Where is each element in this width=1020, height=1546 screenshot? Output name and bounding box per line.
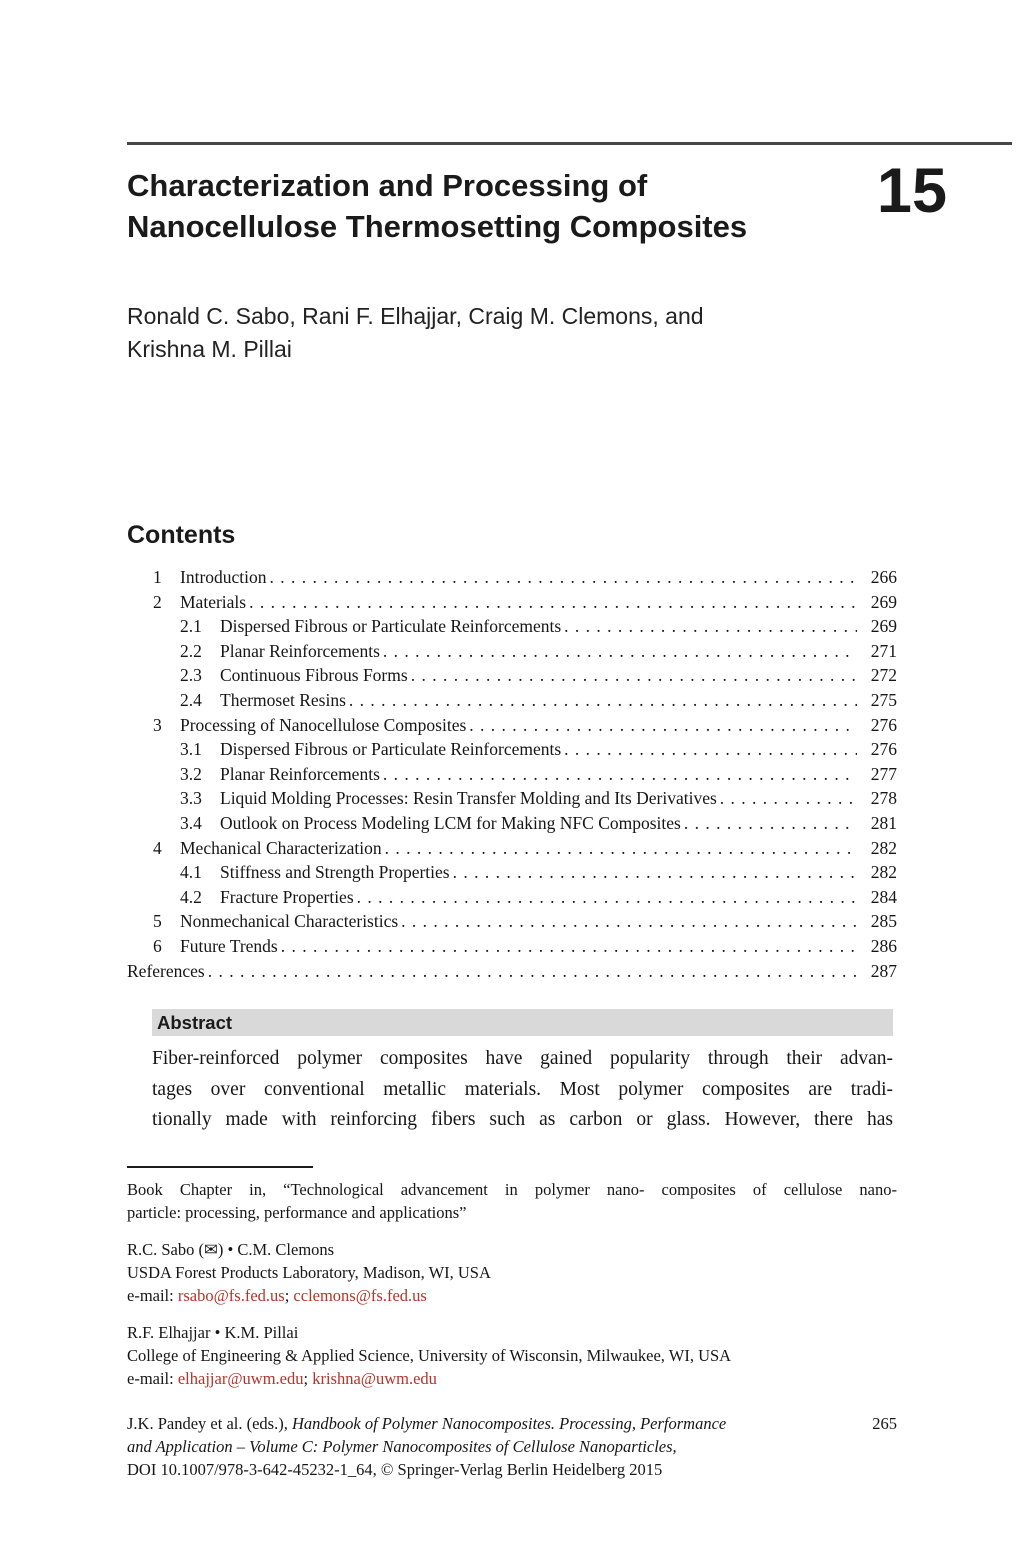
toc-entry-label: Dispersed Fibrous or Particulate Reinforcements [220,739,562,760]
toc-entry-page: 276 [870,714,897,735]
abstract-line: tages over conventional metallic materials. Most polymer composites are tradi- [152,1078,893,1100]
toc-entry-page: 281 [870,812,897,833]
toc-leader-dots [684,811,857,836]
toc-leader-dots [281,934,857,959]
footer-line-doi: DOI 10.1007/978-3-642-45232-1_64, © Springer-Verlag Berlin Heidelberg 2015 [127,1460,663,1479]
toc-entry [127,909,897,934]
toc-entry-label: Continuous Fibrous Forms [220,665,408,686]
abstract-label: Abstract [157,1011,233,1033]
authors-line-1: Ronald C. Sabo, Rani F. Elhajjar, Craig M. Clemons, and [127,303,704,329]
toc-entry-page: 282 [870,862,897,883]
toc-entry-number: 3.4 [180,812,202,833]
toc-entry-label: Dispersed Fibrous or Particulate Reinforcements [220,616,562,637]
toc-entry-label: Planar Reinforcements [220,640,380,661]
footnote-rule [127,1166,313,1168]
toc-entry-label: Materials [180,591,247,612]
abstract-section [152,1009,893,1136]
toc-entry-number: 1 [153,567,162,587]
toc-entry-label: Stiffness and Strength Properties [220,862,450,883]
toc-leader-dots [469,713,857,738]
toc-entry-page: 285 [870,911,897,932]
toc-leader-dots [357,885,857,910]
toc-leader-dots [349,688,857,713]
toc-leader-dots [411,663,857,688]
chapter-opener-rule [127,142,1012,145]
toc-entry-number: 2.3 [180,665,202,686]
toc-entry-label: Future Trends [180,935,278,956]
affiliation-org: College of Engineering & Applied Science, University of Wisconsin, Milwaukee, WI, USA [127,1346,732,1365]
toc-entry-number: 4.1 [180,862,202,883]
toc-entry-number: 2.4 [180,689,202,710]
toc-entry-number: 3 [153,714,162,735]
toc-entry [127,663,897,688]
toc-entry-number: 4 [153,837,162,858]
toc-entry-page: 275 [870,689,897,710]
affiliation-names: R.F. Elhajjar • K.M. Pillai [127,1323,299,1342]
authors-line-2: Krishna M. Pillai [127,336,292,362]
toc-entry-number: 2.1 [180,616,202,637]
toc-entry-page: 284 [870,886,897,907]
toc-entry [127,639,897,664]
toc-entry-label: Introduction [180,567,267,587]
toc-entry [127,713,897,738]
affiliation-org: USDA Forest Products Laboratory, Madison, WI, USA [127,1263,491,1282]
chapter-title-line-2: Nanocellulose Thermosetting Composites [127,209,748,244]
toc-entry [127,688,897,713]
envelope-icon: ✉ [204,1240,218,1259]
chapter-title-line-1: Characterization and Processing of [127,168,648,203]
abstract-heading [152,1009,893,1036]
toc-entry [127,590,897,615]
toc-entry-label: Planar Reinforcements [220,763,380,784]
affiliation-emails: e-mail: elhajjar@uwm.edu; krishna@uwm.edu [127,1369,437,1388]
email-label: e-mail: [127,1369,178,1388]
toc-entry-page: 271 [870,640,897,661]
toc-leader-dots [564,737,857,762]
toc-entry [127,836,897,861]
footer-line [127,1435,867,1458]
toc-entry-number: 5 [153,911,162,932]
email-link[interactable]: cclemons@fs.fed.us [293,1286,427,1305]
toc-entry-label: Thermoset Resins [220,689,346,710]
toc-entry-label: Outlook on Process Modeling LCM for Making NFC Composites [220,812,681,833]
toc-entry-label: Liquid Molding Processes: Resin Transfer Molding and Its Derivatives [220,788,717,809]
toc-leader-dots [720,786,857,811]
footer-citation [127,1412,897,1481]
toc-entry-number: 6 [153,935,162,956]
toc-entry [127,565,897,590]
toc-entry-page: 276 [870,739,897,760]
affiliation-block-2 [127,1321,897,1390]
affiliation-names: R.C. Sabo (✉) • C.M. Clemons [127,1240,335,1259]
toc-entry-number: 2.2 [180,640,202,661]
toc-entry-number: 4.2 [180,886,202,907]
abstract-line: Fiber-reinforced polymer composites have gained popularity through their advan- [152,1048,893,1069]
toc-entry-page: 277 [870,763,897,784]
toc-entry [127,934,897,959]
abstract-line: tionally made with reinforcing fibers such as carbon or glass. However, there has [152,1109,893,1130]
chapter-number: 15 [876,156,947,226]
toc-entry [127,885,897,910]
chapter-title [127,165,857,247]
toc-entry-page: 282 [870,837,897,858]
toc-leader-dots [249,590,857,615]
toc-entry-label: Mechanical Characterization [180,837,382,858]
toc-entry-page: 287 [870,960,897,981]
book-title: Handbook of Polymer Nanocomposites. Processing, Performance [291,1414,727,1433]
email-link[interactable]: krishna@uwm.edu [312,1369,437,1388]
toc-leader-dots [564,614,857,639]
toc-entry [127,762,897,787]
chapter-footnote [127,1178,897,1224]
toc-entry-label: Fracture Properties [220,886,354,907]
footnote-line: particle: processing, performance and applications” [127,1203,467,1222]
toc-leader-dots [383,762,857,787]
toc-entry-page: 272 [870,665,897,686]
toc-entry [127,737,897,762]
toc-entry-page: 266 [870,567,897,587]
toc-entry-number: 3.3 [180,788,202,809]
toc-entry [127,786,897,811]
contents-heading: Contents [127,521,236,549]
toc-entry-label: Nonmechanical Characteristics [180,911,399,932]
affiliation-emails: e-mail: rsabo@fs.fed.us; cclemons@fs.fed.us [127,1286,427,1305]
abstract-text [152,1044,893,1136]
footer-line: J.K. Pandey et al. (eds.), Handbook of Polymer Nanocomposites. Processing, Performance [127,1414,727,1433]
toc-leader-dots [453,860,857,885]
toc-entry-page: 286 [870,935,897,956]
email-link[interactable]: elhajjar@uwm.edu [177,1369,304,1388]
authors [127,300,847,366]
toc-leader-dots [270,565,857,590]
table-of-contents [127,565,897,983]
toc-entry [127,614,897,639]
email-link[interactable]: rsabo@fs.fed.us [177,1286,285,1305]
toc-entry-label: Processing of Nanocellulose Composites [180,714,467,735]
toc-entry-page: 269 [870,591,897,612]
toc-entry-page: 269 [870,616,897,637]
toc-entry-label: References [127,960,205,981]
toc-leader-dots [208,959,857,984]
toc-entry-page: 278 [870,788,897,809]
page-number: 265 [872,1414,897,1433]
toc-entry [127,860,897,885]
toc-entry-number: 3.2 [180,763,202,784]
email-label: e-mail: [127,1286,178,1305]
toc-leader-dots [385,836,857,861]
toc-leader-dots [401,909,857,934]
toc-entry-number: 2 [153,591,162,612]
toc-entry-number: 3.1 [180,739,202,760]
toc-leader-dots [383,639,857,664]
footnote-line: Book Chapter in, “Technological advancement in polymer nano- composites of cellulose nano- [127,1180,897,1199]
book-title: and Application – Volume C: Polymer Nanocomposites of Cellulose Nanoparticles, [127,1437,677,1456]
footnote-area [127,1178,897,1481]
affiliation-block-1 [127,1238,897,1307]
toc-entry [127,811,897,836]
toc-entry [127,959,897,984]
